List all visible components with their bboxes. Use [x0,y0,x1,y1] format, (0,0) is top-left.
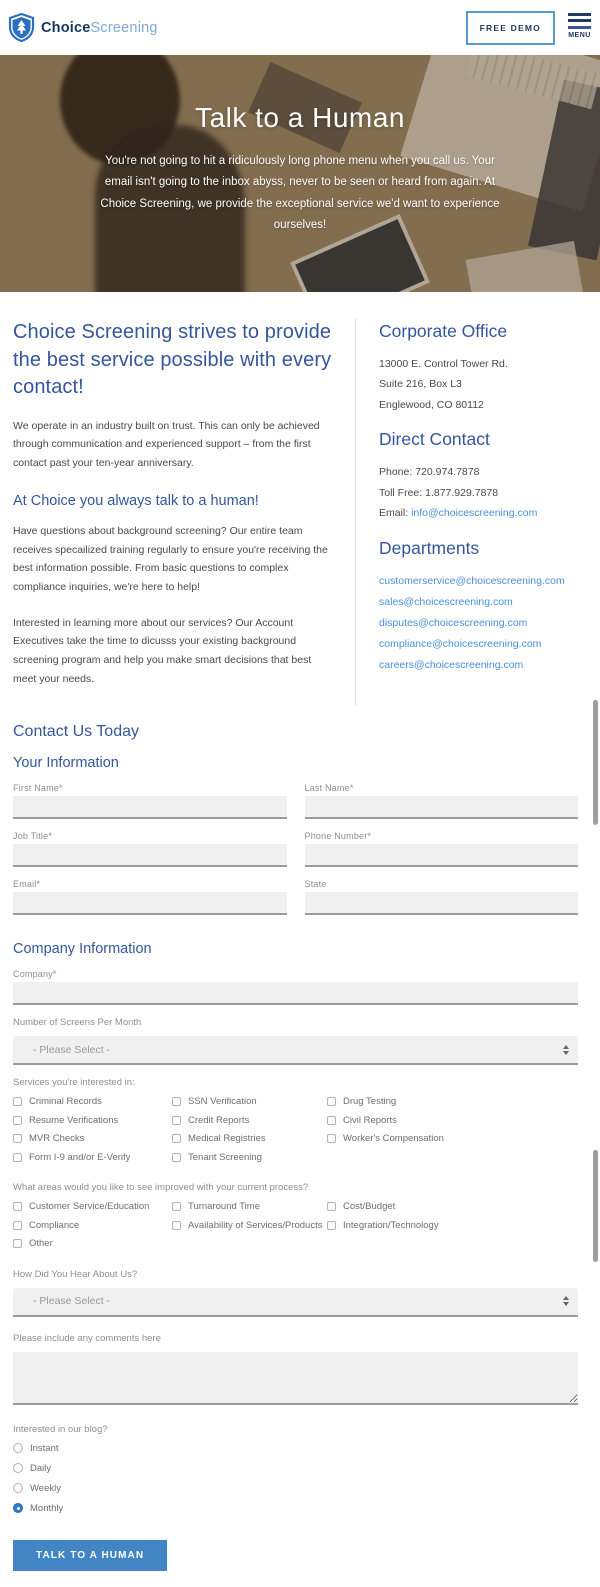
hear-about-us-value: - Please Select - [33,1295,111,1308]
brand-name [41,20,158,36]
scrollbar-thumb[interactable] [593,700,598,825]
email-input-label: Email* [13,879,41,890]
checkbox-column [327,1201,578,1238]
tollfree-line [379,483,590,503]
checkbox-item[interactable] [327,1201,578,1212]
checkbox-label: Tenant Screening [188,1151,262,1163]
first-name-input-field [13,783,287,819]
blog-radio-monthly[interactable] [13,1503,578,1514]
hero-subtitle: You're not going to hit a ridiculously long phone menu when you call us. Your email isn't going to the inbox abyss, never to be seen or heard from again. At Choice Screening, we provide the exceptional service we'd want to experience ourselves! [100,155,500,231]
last-name-input[interactable] [305,796,579,819]
blog-radio-group [13,1443,578,1514]
checkbox-item[interactable] [172,1152,327,1163]
corporate-office-heading: Corporate Office [379,321,508,341]
company-information-heading: Company Information [13,941,152,958]
select-arrows-icon [563,1296,569,1306]
direct-contact-heading: Direct Contact [379,429,490,450]
checkbox-label: Compliance [29,1219,80,1231]
email-input[interactable] [13,892,287,915]
header-right [466,11,591,45]
header [0,0,600,55]
departments-list [379,571,590,676]
state-input-field [305,879,579,915]
phone-number-input-label: Phone Number* [304,831,372,842]
hero-banner [0,55,600,292]
checkbox-item[interactable] [13,1238,172,1249]
checkbox-item[interactable] [172,1115,327,1126]
email-label: Email: [379,507,412,520]
checkbox-label: Credit Reports [188,1114,250,1126]
radio-icon [13,1503,23,1513]
checkbox-icon [172,1221,181,1230]
checkbox-icon [327,1221,336,1230]
radio-icon [13,1463,23,1473]
checkbox-label: Drug Testing [343,1096,397,1108]
info-email-link[interactable]: info@choicescreening.com [411,507,538,520]
hear-about-us-select[interactable] [13,1288,578,1317]
checkbox-icon [172,1134,181,1143]
department-email-link[interactable]: compliance@choicescreening.com [379,637,542,650]
checkbox-label: Medical Registries [188,1133,266,1145]
checkbox-item[interactable] [172,1220,327,1231]
hero-title: Talk to a Human [195,102,405,133]
company-input[interactable] [13,982,578,1005]
checkbox-label: Turnaround Time [188,1201,260,1213]
department-email-link[interactable]: sales@choicescreening.com [379,595,513,608]
select-arrows-icon [563,1045,569,1055]
checkbox-item[interactable] [13,1220,172,1231]
screens-per-month-select[interactable] [13,1036,578,1065]
checkbox-label: Cost/Budget [343,1201,396,1213]
contact-info-column [355,319,590,705]
first-name-input[interactable] [13,796,287,819]
services-group-label: Services you're interested in: [13,1077,135,1089]
job-title-input-field [13,831,287,867]
screens-per-month-value: - Please Select - [33,1043,111,1056]
radio-label: Monthly [30,1502,64,1514]
checkbox-label: Customer Service/Education [29,1201,150,1213]
checkbox-column [13,1096,172,1170]
blog-radio-instant[interactable] [13,1443,578,1454]
checkbox-item[interactable] [327,1115,578,1126]
checkbox-icon [13,1097,22,1106]
checkbox-icon [13,1134,22,1143]
blog-radio-weekly[interactable] [13,1483,578,1494]
tollfree-value: 1.877.929.7878 [425,486,499,499]
shield-logo-icon [8,13,35,42]
brand-logo[interactable] [8,13,158,42]
scrollbar-thumb[interactable] [593,1150,598,1262]
last-name-input-field [305,783,579,819]
phone-value: 720.974.7878 [415,466,480,479]
job-title-input[interactable] [13,844,287,867]
services-checkbox-grid [13,1096,578,1170]
screens-per-month-label: Number of Screens Per Month [13,1017,142,1029]
comments-label: Please include any comments here [13,1332,161,1344]
form-heading: Contact Us Today [13,723,139,741]
phone-line [379,462,590,482]
checkbox-label: Form I-9 and/or E-Verify [29,1151,131,1163]
hamburger-icon [568,13,591,33]
checkbox-label: MVR Checks [29,1133,85,1145]
checkbox-column [327,1096,578,1152]
contact-form [0,709,600,1587]
phone-number-input[interactable] [305,844,579,867]
checkbox-icon [172,1116,181,1125]
radio-label: Weekly [30,1482,61,1494]
state-input-label: State [304,879,327,890]
checkbox-icon [172,1202,181,1211]
address-line: 13000 E. Control Tower Rd. [379,358,508,370]
department-email-link[interactable]: customerservice@choicescreening.com [379,574,565,587]
your-information-grid [13,783,578,927]
checkbox-label: Criminal Records [29,1096,102,1108]
address-line: Englewood, CO 80112 [379,398,484,411]
checkbox-icon [172,1097,181,1106]
state-input[interactable] [305,892,579,915]
checkbox-label: Integration/Technology [343,1219,439,1231]
checkbox-item[interactable] [172,1201,327,1212]
checkbox-item[interactable] [172,1096,327,1107]
checkbox-column [172,1201,327,1238]
talk-to-a-human-submit-button[interactable]: TALK TO A HUMAN [13,1540,167,1571]
checkbox-icon [327,1202,336,1211]
email-input-field [13,879,287,915]
radio-icon [13,1443,23,1453]
checkbox-item[interactable] [13,1152,172,1163]
checkbox-label: SSN Verification [188,1096,257,1108]
checkbox-label: Resume Verifications [29,1114,119,1126]
phone-number-input-field [305,831,579,867]
intro-heading: Choice Screening strives to provide the best service possible with every contact! [13,321,332,399]
checkbox-icon [13,1116,22,1125]
improve-checkbox-grid [13,1201,578,1257]
checkbox-icon [13,1239,22,1248]
checkbox-item[interactable] [327,1220,578,1231]
your-information-heading: Your Information [13,755,119,772]
department-email-link[interactable]: disputes@choicescreening.com [379,616,528,629]
menu-button[interactable] [568,11,591,40]
comments-textarea[interactable] [13,1352,578,1405]
company-label: Company* [13,969,57,980]
checkbox-icon [13,1202,22,1211]
address-line: Suite 216, Box L3 [379,378,462,391]
last-name-input-label: Last Name* [304,783,354,794]
checkbox-label: Availability of Services/Products [188,1219,323,1231]
radio-label: Instant [30,1442,59,1454]
intro-paragraph-3: Interested in learning more about our services? Our Account Executives take the time to dicusss your existing background screening program and help you make smart decisions that best meet your needs. [13,616,312,685]
checkbox-icon [172,1153,181,1162]
blog-radio-daily[interactable] [13,1463,578,1474]
departments-heading: Departments [379,537,480,558]
blog-group-label: Interested in our blog? [13,1423,108,1435]
intro-copy [13,319,355,705]
improve-group-label: What areas would you like to see improved with your current process? [13,1182,309,1194]
checkbox-label: Worker's Compensation [343,1133,444,1145]
intro-paragraph-2: Have questions about background screening? Our entire team receives specailized training regularly to ensure you're receiving the best information possible. From basic questions to complex compliance inquiries, we're here to help! [13,524,328,593]
checkbox-label: Other [29,1238,53,1250]
checkbox-icon [327,1134,336,1143]
hear-about-us-label: How Did You Hear About Us? [13,1268,138,1280]
checkbox-icon [13,1153,22,1162]
intro-subheading: At Choice you always talk to a human! [13,492,259,509]
checkbox-icon [327,1116,336,1125]
email-line [379,503,590,523]
company-field [13,969,578,1005]
hero-content [0,55,600,292]
brand-name-bold: Choice [41,19,91,36]
intro-section [0,292,600,709]
checkbox-item[interactable] [327,1133,578,1144]
job-title-input-label: Job Title* [13,831,53,842]
checkbox-item[interactable] [327,1096,578,1107]
radio-icon [13,1483,23,1493]
phone-label: Phone: [379,466,416,479]
departments-section [379,538,590,676]
checkbox-label: Civil Reports [343,1114,397,1126]
free-demo-button[interactable]: FREE DEMO [466,11,555,45]
checkbox-item[interactable] [13,1115,172,1126]
intro-paragraph-1: We operate in an industry built on trust. This can only be achieved through communication and experienced support – from the first contact past your ten-year anniversary. [13,419,320,470]
tollfree-label: Toll Free: [379,486,426,499]
checkbox-column [13,1201,172,1257]
checkbox-item[interactable] [13,1096,172,1107]
first-name-input-label: First Name* [13,783,63,794]
department-email-link[interactable]: careers@choicescreening.com [379,658,524,671]
checkbox-item[interactable] [13,1201,172,1212]
brand-name-light: Screening [90,19,158,36]
checkbox-icon [327,1097,336,1106]
checkbox-item[interactable] [172,1133,327,1144]
radio-label: Daily [30,1462,52,1474]
checkbox-item[interactable] [13,1133,172,1144]
corporate-office-section [379,321,590,415]
direct-contact-section [379,429,590,523]
menu-button-label: MENU [568,32,591,39]
checkbox-column [172,1096,327,1170]
checkbox-icon [13,1221,22,1230]
